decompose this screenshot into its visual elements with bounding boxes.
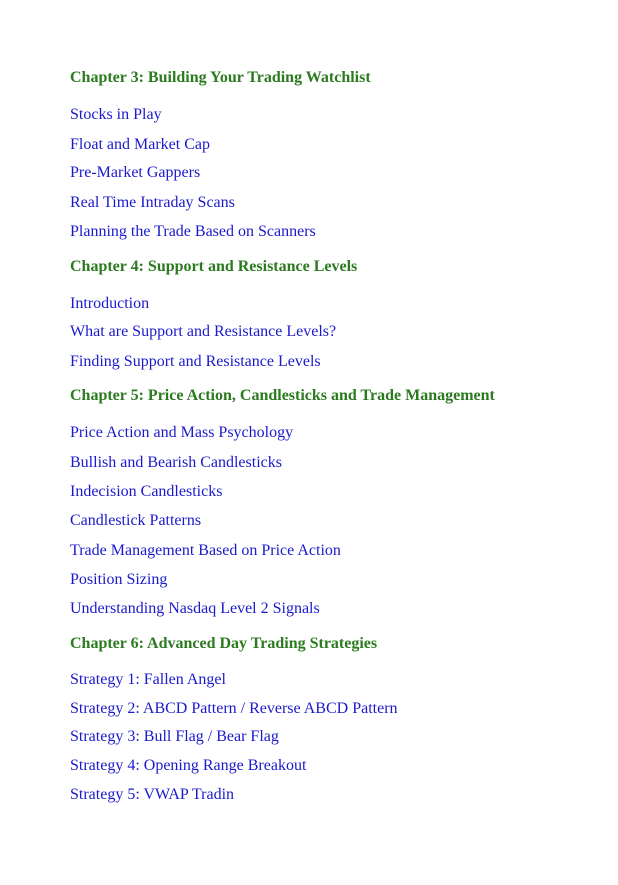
toc-link-strategy-1[interactable]: Strategy 1: Fallen Angel bbox=[70, 671, 226, 688]
toc-link-finding-support-resistance[interactable]: Finding Support and Resistance Levels bbox=[70, 353, 321, 370]
toc-link-planning-the-trade[interactable]: Planning the Trade Based on Scanners bbox=[70, 223, 316, 240]
toc-link-nasdaq-level-2[interactable]: Understanding Nasdaq Level 2 Signals bbox=[70, 600, 320, 617]
toc-link-bullish-bearish-candlesticks[interactable]: Bullish and Bearish Candlesticks bbox=[70, 454, 282, 471]
toc-link-strategy-3[interactable]: Strategy 3: Bull Flag / Bear Flag bbox=[70, 728, 279, 745]
toc-link-pre-market-gappers[interactable]: Pre-Market Gappers bbox=[70, 164, 201, 181]
toc-link-candlestick-patterns[interactable]: Candlestick Patterns bbox=[70, 512, 202, 529]
toc-link-what-are-support-resistance[interactable]: What are Support and Resistance Levels? bbox=[70, 323, 337, 340]
chapter-6-heading: Chapter 6: Advanced Day Trading Strategies bbox=[70, 635, 378, 652]
chapter-3-heading: Chapter 3: Building Your Trading Watchlist bbox=[70, 69, 371, 86]
toc-link-real-time-intraday-scans[interactable]: Real Time Intraday Scans bbox=[70, 194, 235, 211]
toc-link-introduction[interactable]: Introduction bbox=[70, 295, 150, 312]
toc-link-stocks-in-play[interactable]: Stocks in Play bbox=[70, 106, 162, 123]
toc-link-strategy-5[interactable]: Strategy 5: VWAP Tradin bbox=[70, 786, 235, 803]
chapter-4-heading: Chapter 4: Support and Resistance Levels bbox=[70, 258, 358, 275]
toc-link-price-action-mass-psychology[interactable]: Price Action and Mass Psychology bbox=[70, 424, 294, 441]
toc-link-float-and-market-cap[interactable]: Float and Market Cap bbox=[70, 136, 210, 153]
toc-link-indecision-candlesticks[interactable]: Indecision Candlesticks bbox=[70, 483, 223, 500]
toc-link-position-sizing[interactable]: Position Sizing bbox=[70, 571, 168, 588]
toc-link-trade-management[interactable]: Trade Management Based on Price Action bbox=[70, 542, 341, 559]
chapter-5-heading: Chapter 5: Price Action, Candlesticks and Trade Management bbox=[70, 387, 495, 404]
toc-link-strategy-2[interactable]: Strategy 2: ABCD Pattern / Reverse ABCD Pattern bbox=[70, 700, 398, 717]
toc-link-strategy-4[interactable]: Strategy 4: Opening Range Breakout bbox=[70, 757, 307, 774]
